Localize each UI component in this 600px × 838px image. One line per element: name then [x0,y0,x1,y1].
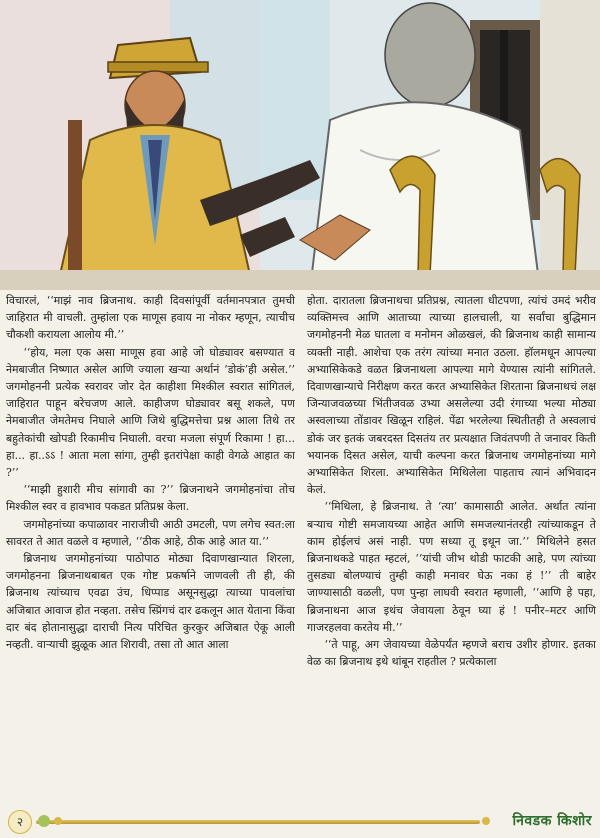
article-body [6,292,596,800]
story-illustration [0,0,600,290]
right-column [307,292,596,800]
paragraph: जगमोहनांच्या कपाळावर नाराजीची आठी उमटली, पण लगेच स्वत:ला सावरत ते आत वळले व म्हणाले, ‘‘ठीक आहे, ठीक आहे आत या.’’ [6,517,295,548]
paragraph: ‘‘ते पाहू, अग जेवायच्या वेळेपर्यंत म्हणजे बराच उशीर होणार. इतका वेळ का ब्रिजनाथ इथे थांबून राहतील ? प्रत्येकाला [307,638,596,669]
left-column [6,292,295,800]
paragraph: होता. दारातला ब्रिजनाथचा प्रतिप्रश्न, त्यातला धीटपणा, त्यांचं उमदं भरीव व्यक्तिमत्त्व आणि आताच्या त्याच्या हालचाली, या सर्वांचा बुद्धिमान जगमोहननी मेळ घातला व मनोमन ओळखलं, की ब्रिजनाथ काही सामान्य व्यक्ती नाही. आशेचा एक तरंग त्यांच्या मनात उठला. हॉलमधून आपल्या अभ्यासिकेकडे वळत ब्रिजनाथला आपल्या मागे येण्यास त्यांनी सांगितले. दिवाणखान्याचे निरीक्षण करत करत अभ्यासिकेत शिरताना ब्रिजनाथचं लक्ष जिन्याजवळच्या भिंतीजवळ उभ्या असलेल्या उदी रंगाच्या भल्या मोठ्या अस्वलाच्या तोंडावर खिळून राहिलं. पेंढा भरलेल्या स्थितीतही ते अस्वलाचं डोकं जर इतकं जबरदस्त दिसतंय तर प्रत्यक्षात जिवंतपणी ते जनावर किती भयानक दिसत असेल, याची कल्पना करत ब्रिजनाथ जगमोहनांच्या मागे अभ्यासिकेत शिरला. अभ्यासिकेत मिथिलेला पाहताच त्यानं अभिवादन केलं. [307,294,596,497]
illustration-scene [0,0,600,290]
paragraph: ‘‘होय, मला एक असा माणूस हवा आहे जो घोड्यावर बसण्यात व नेमबाजीत निष्णात असेल आणि ज्याला खऱ्या अर्थानं ‘डोकं’ही असेल.’’ जगमोहननी प्रत्येक स्वरावर जोर देत काहीशा मिश्कील स्वरात सांगितलं, जाहिरात पाहून बरेचजण आले. काहीजण घोड्यावर बसू शकले, पण नेमबाजीत जेमतेमच निघाले आणि जिथे बुद्धिमत्तेचा प्रश्न आला तिथे तर बहुतेकांची खोपडी रिकामीच निघाली. वरचा मजला संपूर्ण रिकामा ! हा... हा... हा..ऽऽ ! आता मला सांगा, तुम्ही इतरांपेक्षा काही वेगळे आहात का ?’’ [6,345,295,480]
magazine-brand: निवडक किशोर [512,813,592,829]
page-footer [0,806,600,838]
paragraph: ‘‘मिथिला, हे ब्रिजनाथ. ते ‘त्या’ कामासाठी आलेत. अर्थात त्यांना बऱ्याच गोष्टी समजायच्या आहेत आणि समजल्यानंतरही त्यांच्याकडून ते काम होईलचं असं नाही. पण सध्या तू इथून जा.’’ मिथिलेने हसत ब्रिजनाथकडे पाहत म्हटलं, ‘‘यांची जीभ थोडी फाटकी आहे, पण त्यांच्या तुसड्या बोलण्याचं तुम्ही काही मनावर घेऊ नका हं !’’ ती बाहेर जाण्यासाठी वळली, पण पुन्हा लाघवी स्वरात म्हणाली, ‘‘आणि हे पहा, ब्रिजनाथना आज इथंच जेवायला ठेवून घ्या हं ! पनीर–मटर आणि गाजरहलवा करतेय मी.’’ [307,500,596,634]
paragraph: विचारलं, ‘‘माझं नाव ब्रिजनाथ. काही दिवसांपूर्वी वर्तमानपत्रात तुमची जाहिरात मी वाचली. तुम्हांला एक माणूस हवाय ना नोकर म्हणून, त्याचीच चौकशी करायला आलोय मी.’’ [6,294,295,342]
paragraph: ‘‘माझी हुशारी मीच सांगावी का ?’’ ब्रिजनाथने जगमोहनांचा तोच मिश्कील स्वर व हावभाव पकडत प्रतिप्रश्न केला. [6,483,295,514]
paragraph: ब्रिजनाथ जगमोहनांच्या पाठोपाठ मोठ्या दिवाणखान्यात शिरला, जगमोहनना ब्रिजनाथबाबत एक गोष्ट प्रकर्षाने जाणवली ती ही, की ब्रिजनाथ त्यांच्याच एवढा उंच, धिप्पाड असूनसुद्धा त्याच्या पावलांचा अजिबात आवाज होत नव्हता. तसेच स्प्रिंगचं दार ढकलून आत येताना किंवा दार बंद होतानासुद्धा दाराची नित्य परिचित कुरकुर अजिबात ऐकू आली नव्हती. वाऱ्याची झुळूक आत शिरावी, तसा तो आत आला [6,552,295,652]
page-number: २ [8,810,32,834]
footer-ornament-icon [34,811,494,831]
